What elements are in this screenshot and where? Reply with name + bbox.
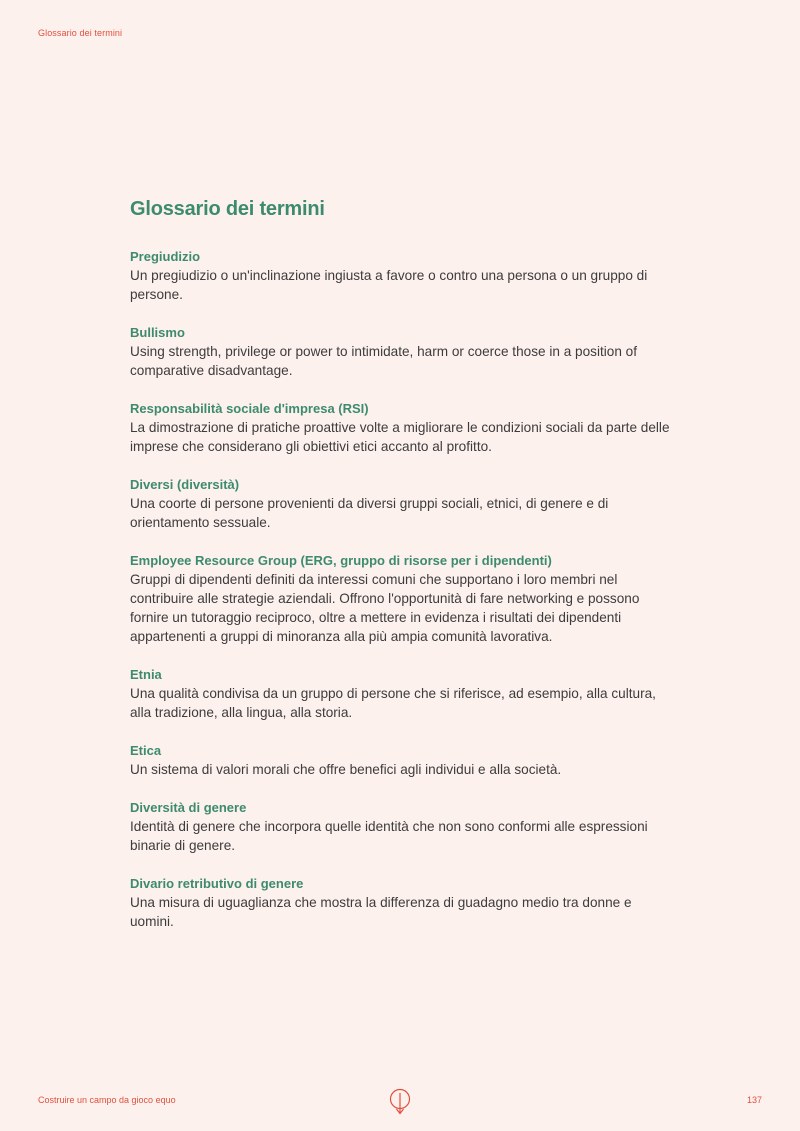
running-header: Glossario dei termini (38, 28, 123, 38)
footer-publication-title: Costruire un campo da gioco equo (38, 1095, 176, 1105)
glossary-definition: Una qualità condivisa da un gruppo di persone che si riferisce, ad esempio, alla cultura, alla tradizione, alla lingua, alla storia. (130, 686, 656, 720)
page-title: Glossario dei termini (130, 198, 325, 220)
page-number: 137 (746, 1095, 762, 1105)
glossary-entry (130, 798, 675, 855)
glossary-term: Diversità di genere (130, 800, 247, 815)
glossary-term: Etnia (130, 667, 162, 682)
glossary-entry (130, 551, 675, 646)
glossary-definition: Una misura di uguaglianza che mostra la differenza di guadagno medio tra donne e uomini. (130, 895, 632, 929)
glossary-entry (130, 399, 675, 456)
glossary-entry (130, 247, 675, 304)
pin-arrow-down-icon (389, 1088, 411, 1116)
glossary-definition: Gruppi di dipendenti definiti da interessi comuni che supportano i loro membri nel contribuire alle strategie aziendali. Offrono l'opportunità di fare networking e possono fornire un tutoraggio reciproco, oltre a mettere in evidenza i risultati dei dipendenti appartenenti a gruppi di minoranza alla più ampia comunità lavorativa. (130, 572, 640, 644)
glossary-entry (130, 665, 675, 722)
glossary-term: Etica (130, 743, 162, 758)
glossary-definition: Identità di genere che incorpora quelle identità che non sono conformi alle espressioni binarie di genere. (130, 819, 648, 853)
glossary-entry (130, 475, 675, 532)
glossary-definition: Using strength, privilege or power to intimidate, harm or coerce those in a position of comparative disadvantage. (130, 344, 637, 378)
glossary-term: Diversi (diversità) (130, 477, 240, 492)
glossary-definition: Un sistema di valori morali che offre benefici agli individui e alla società. (130, 762, 562, 777)
glossary-term: Employee Resource Group (ERG, gruppo di risorse per i dipendenti) (130, 553, 552, 568)
glossary-entry (130, 741, 675, 779)
glossary-content (130, 198, 675, 950)
glossary-term: Divario retributivo di genere (130, 876, 304, 891)
glossary-term: Pregiudizio (130, 249, 201, 264)
glossary-entry (130, 323, 675, 380)
glossary-definition: Una coorte di persone provenienti da diversi gruppi sociali, etnici, di genere e di orientamento sessuale. (130, 496, 609, 530)
glossary-definition: Un pregiudizio o un'inclinazione ingiusta a favore o contro una persona o un gruppo di persone. (130, 268, 648, 302)
glossary-definition: La dimostrazione di pratiche proattive volte a migliorare le condizioni sociali da parte delle imprese che considerano gli obiettivi etici accanto al profitto. (130, 420, 670, 454)
glossary-term: Bullismo (130, 325, 185, 340)
glossary-term: Responsabilità sociale d'impresa (RSI) (130, 401, 369, 416)
glossary-entry (130, 874, 675, 931)
